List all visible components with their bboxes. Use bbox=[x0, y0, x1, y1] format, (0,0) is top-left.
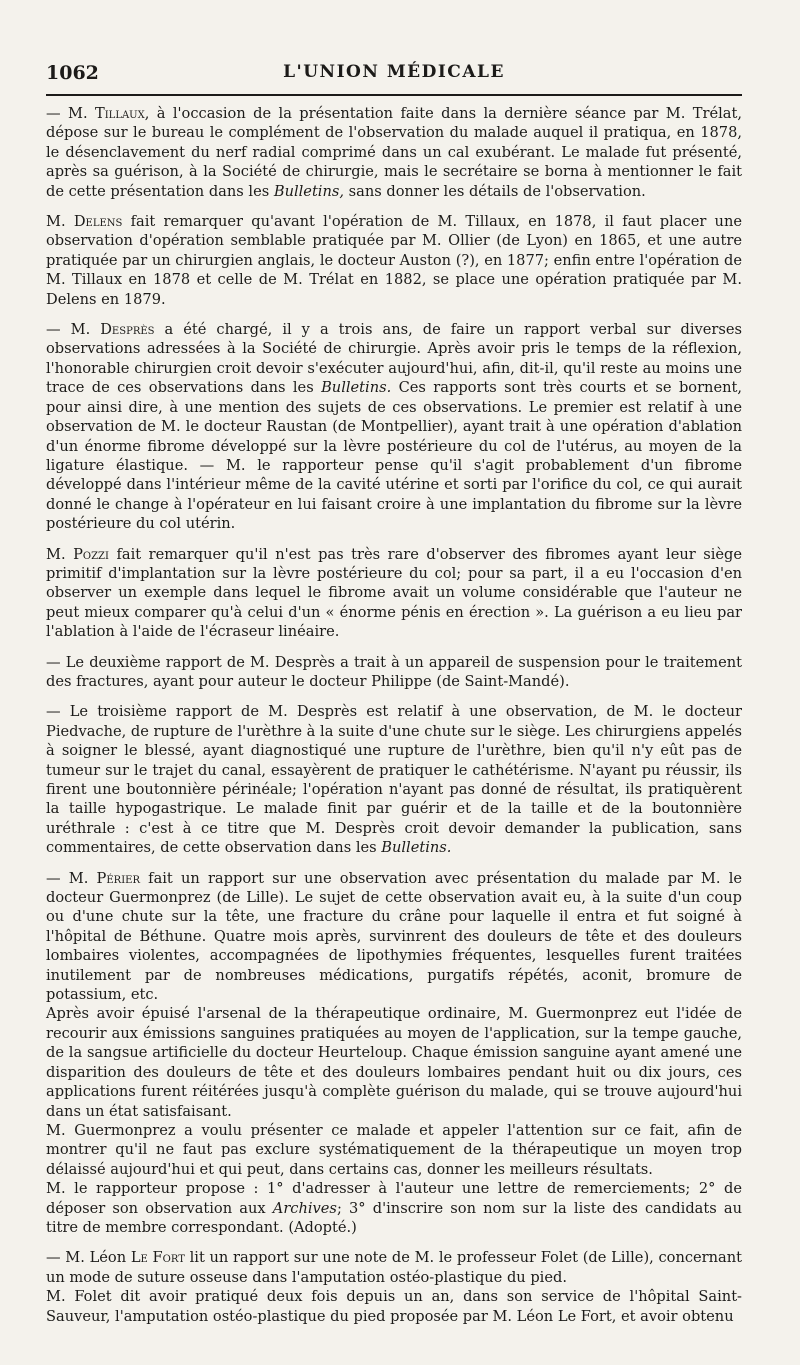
paragraph bbox=[46, 869, 742, 1005]
paragraph bbox=[46, 320, 742, 533]
speaker-name: Delens bbox=[73, 213, 123, 231]
text-run: sans donner les détails de l'observation. bbox=[344, 182, 646, 200]
paragraph bbox=[46, 1287, 742, 1326]
page-header bbox=[46, 60, 742, 90]
text-run: Après avoir épuisé l'arsenal de la thérapeutique ordinaire, M. Guermonprez eut l'idée de recourir aux émissions sanguines pratiquées au moyen de l'application, sur la tempe gauche, de la sangsue artificielle du docteur Heurteloup. Chaque émission sanguine ayant amené une disparition des douleurs de tête et des douleurs lombaires pendant huit ou dix jours, ces applications furent réitérées jusqu'à complète guérison du malade, qui se trouve aujourd'hui dans un état satisfaisant. bbox=[46, 1005, 742, 1120]
text-run: — Le deuxième rapport de M. Desprès a trait à un appareil de suspension pour le traitement des fractures, ayant pour auteur le docteur Philippe (de Saint-Mandé). bbox=[46, 653, 742, 690]
header-rule bbox=[46, 94, 742, 96]
text-run: , à l'occasion de la présentation faite dans la dernière séance par M. Trélat, dépose sur le bureau le complément de l'observation du malade auquel il pratiqua, en 1878, le désenclavement du nerf radial comprimé dans un cal exubérant. Le malade fut présenté, après sa guérison, à la Société de chirurgie, mais le secrétaire se borna à mentionner le fait de cette présentation dans les bbox=[46, 105, 742, 200]
text-run: M. le rapporteur propose : 1° d'adresser à l'auteur une lettre de remerciements; 2° de déposer son observation aux bbox=[46, 1180, 742, 1217]
paragraph bbox=[46, 545, 742, 642]
text-run: fait remarquer qu'avant l'opération de M. Tillaux, en 1878, il faut placer une observation d'opération semblable pratiquée par M. Ollier (de Lyon) en 1865, et une autre pratiquée par un chirurgien anglais, le docteur Auston (?), en 1877; enfin entre l'opération de M. Tillaux en 1878 et celle de M. Trélat en 1882, se place une opération pratiquée par M. Delens en 1879. bbox=[46, 213, 742, 308]
speaker-name: Pozzi bbox=[73, 545, 109, 563]
italic-text: Archives bbox=[272, 1199, 337, 1217]
speaker-name: Périer bbox=[96, 869, 140, 887]
text-run: — Le troisième rapport de M. Desprès est relatif à une observation, de M. le docteur Piedvache, de rupture de l'urèthre à la suite d'une chute sur le siège. Les chirurgiens appelés à soigner le blessé, ayant diagnostiqué une rupture de l'urèthre, bien qu'il n'y eût pas de tumeur sur le trajet du canal, essayèrent de pratiquer le cathétérisme. N'ayant pu réussir, ils firent une boutonnière périnéale; l'opération n'ayant pas donné de résultat, ils pratiquèrent la taille hypogastrique. Le malade finit par guérir et de la taille et de la boutonnière uréthrale : c'est à ce titre que M. Desprès croit devoir demander la publication, sans commentaires, de cette observation dans les bbox=[46, 703, 742, 857]
text-run: — M. Léon bbox=[46, 1249, 131, 1267]
italic-text: Bulletins. bbox=[381, 839, 452, 857]
page-number: 1062 bbox=[46, 62, 99, 84]
journal-title: L'UNION MÉDICALE bbox=[283, 62, 505, 82]
text-run: lit un rapport sur une note de M. le professeur Folet (de Lille), concernant un mode de suture osseuse dans l'amputation ostéo-plastique du pied. bbox=[46, 1249, 743, 1286]
text-run: Ces rapports sont très courts et se bornent, pour ainsi dire, à une mention des sujets de ces observations. Le premier est relatif à une observation de M. le docteur Raustan (de Montpellier), ayant trait à une opération d'ablation d'un énorme fibrome développé sur la lèvre postérieure du col de l'utérus, au moyen de la ligature élastique. — M. le rapporteur pense qu'il s'agit probablement d'un fibrome développé dans l'intérieur même de la cavité utérine et sorti par l'orifice du col, ce qui aurait donné le change à l'opérateur en lui faisant croire à une implantation du fibrome sur la lèvre postérieure du col utérin. bbox=[46, 379, 742, 533]
article-body bbox=[46, 104, 742, 1326]
text-run: fait remarquer qu'il n'est pas très rare d'observer des fibromes ayant leur siège primitif d'implantation sur la lèvre postérieure du col; pour sa part, il a eu l'occasion d'en observer un exemple dans lequel le fibrome avait un volume considérable que l'auteur ne peut mieux comparer qu'à celui d'un « énorme pénis en érection ». La guérison a eu lieu par l'ablation à l'aide de l'écraseur linéaire. bbox=[46, 545, 742, 641]
text-run: M. Guermonprez a voulu présenter ce malade et appeler l'attention sur ce fait, afin de montrer qu'il ne faut pas exclure systématiquement de la thérapeutique un moyen trop délaissé aujourd'hui et qui peut, dans certains cas, donner les meilleurs résultats. bbox=[46, 1121, 742, 1178]
text-run: — M. bbox=[46, 105, 95, 122]
text-run: a été chargé, il y a trois ans, de faire un rapport verbal sur diverses observations adressées à la Société de chirurgie. Après avoir pris le temps de la réflexion, l'honorable chirurgien croit devoir s'exécuter aujourd'hui, afin, dit-il, qu'il reste au moins une trace de ces observations dans les bbox=[46, 321, 742, 397]
paragraph bbox=[46, 1248, 742, 1287]
text-run: ; 3° d'inscrire son nom sur la liste des candidats au titre de membre correspondant. (Adopté.) bbox=[46, 1199, 742, 1236]
paragraph bbox=[46, 1004, 742, 1120]
paragraph bbox=[46, 1179, 742, 1237]
text-run: M. bbox=[46, 213, 74, 231]
paragraph bbox=[46, 653, 742, 692]
speaker-name: Le Fort bbox=[130, 1249, 185, 1267]
text-run: M. Folet dit avoir pratiqué deux fois depuis un an, dans son service de l'hôpital Saint-Sauveur, l'amputation ostéo-plastique du pied proposée par M. Léon Le Fort, et avoir obtenu bbox=[46, 1288, 742, 1325]
italic-text: Bulletins. bbox=[321, 379, 392, 397]
speaker-name: Desprès bbox=[100, 321, 155, 339]
paragraph bbox=[46, 104, 742, 201]
paragraph bbox=[46, 1121, 742, 1179]
text-run: — M. bbox=[46, 869, 97, 887]
text-run: — M. bbox=[46, 321, 101, 339]
speaker-name: Tillaux bbox=[95, 105, 145, 122]
text-run: fait un rapport sur une observation avec présentation du malade par M. le docteur Guermonprez (de Lille). Le sujet de cette observation avait eu, à la suite d'un coup ou d'une chute sur la tête, une fracture du crâne pour laquelle il entra et fut soigné à l'hôpital de Béthune. Quatre mois après, survinrent des douleurs de tête et des douleurs lombaires violentes, accompagnées de lipothymies fréquentes, lesquelles furent traitées inutilement par de nombreuses médications, purgatifs répétés, aconit, bromure de potassium, etc. bbox=[46, 869, 742, 1004]
paragraph bbox=[46, 212, 742, 309]
italic-text: Bulletins, bbox=[273, 182, 344, 200]
text-run: M. bbox=[46, 545, 74, 563]
paragraph bbox=[46, 702, 742, 857]
